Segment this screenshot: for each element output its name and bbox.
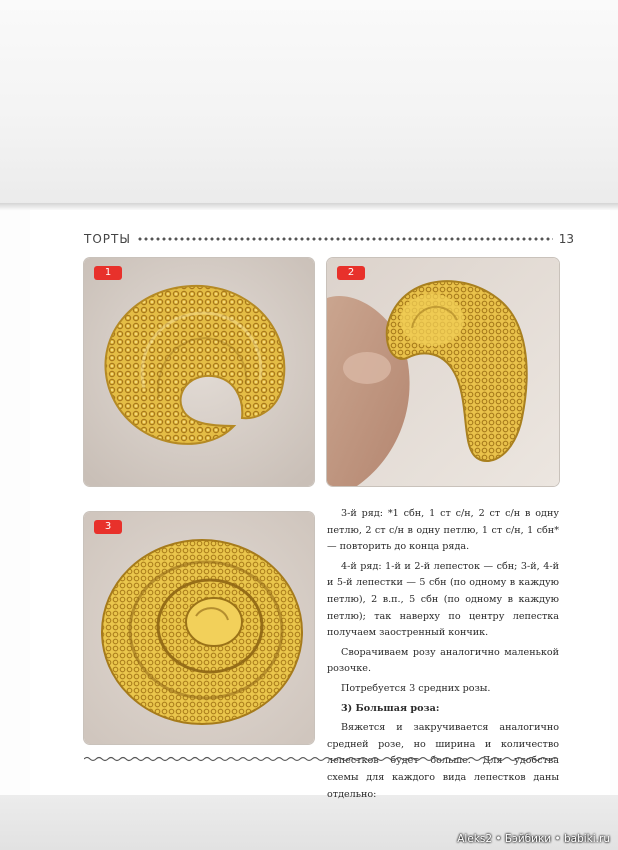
- photo-number-badge: 2: [337, 266, 365, 280]
- section-title: ТОРТЫ: [84, 232, 131, 246]
- photo-finished-rose: [84, 512, 314, 744]
- photo-crochet-strip: [84, 258, 314, 486]
- paragraph-row-4: 4-й ряд: 1-й и 2-й лепесток — сбн; 3-й, 4-й и 5-й лепестки — 5 сбн (по одному в каждую петлю), 2 в.п., 5 сбн (по одному в каждую петлю); так наверху по центру лепестка получаем заостренный кончик.: [327, 560, 559, 639]
- paragraph-roll-rose: Сворачиваем розу аналогично маленькой розочке.: [327, 646, 559, 675]
- photo-number-badge: 1: [94, 266, 122, 280]
- paragraph-quantity: Потребуется 3 средних розы.: [341, 682, 491, 694]
- page-number: 13: [558, 232, 574, 246]
- photo-number-badge: 3: [94, 520, 122, 534]
- header-dotted-leader: [137, 237, 553, 241]
- running-header: [84, 231, 574, 247]
- finished-rose-photo-icon: [84, 512, 314, 744]
- watermark: Aleks2 • Бэйбики • babiki.ru: [457, 833, 610, 845]
- paragraph-row-3: 3-й ряд: *1 сбн, 1 ст с/н, 2 ст с/н в одну петлю, 2 ст с/н в одну петлю, 1 ст с/н, 1 сбн* — повторить до конца ряда.: [327, 508, 559, 553]
- scan-background-top: [0, 0, 618, 206]
- photo-rose-rolling: [327, 258, 559, 486]
- paragraph-large-rose-heading: 3) Большая роза:: [341, 702, 440, 714]
- crochet-strip-photo-icon: [84, 258, 314, 486]
- paragraph-large-rose: Вяжется и закручивается аналогично средней розе, но ширина и количество лепестков будет больше. Для удобства схемы для каждого вида лепестков даны отдельно:: [327, 722, 559, 800]
- decorative-wave-rule: [84, 756, 560, 762]
- rose-rolling-photo-icon: [327, 258, 559, 486]
